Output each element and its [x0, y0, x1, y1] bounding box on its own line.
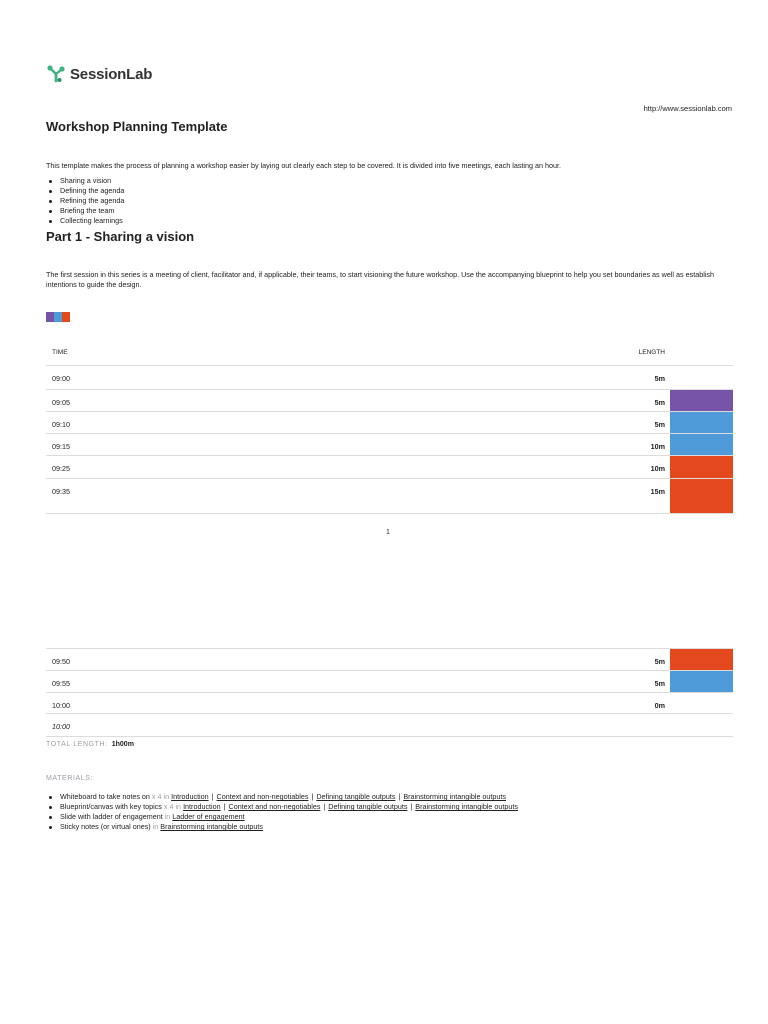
material-block-link[interactable]: Brainstorming intangible outputs	[403, 792, 507, 801]
link-separator: |	[398, 792, 401, 801]
sessionlab-logo[interactable]	[46, 64, 152, 84]
agenda-length: 5m	[654, 679, 665, 688]
list-item: Collecting learnings	[46, 216, 124, 226]
agenda-header-row	[46, 341, 733, 365]
agenda-color-bar	[670, 412, 733, 433]
logo-text: SessionLab	[70, 65, 153, 83]
agenda-table-page-2	[46, 648, 733, 737]
agenda-time: 10:00	[52, 701, 70, 710]
agenda-row[interactable]	[46, 670, 733, 692]
agenda-color-bar	[670, 434, 733, 455]
time-column-header: TIME	[52, 349, 68, 356]
agenda-length: 10m	[650, 442, 665, 451]
part-description: The first session in this series is a meeting of client, facilitator and, if applicable, their teams, to start visioning the future workshop. Use the accompanying blueprint to help you set boundaries as well as establish intentions to guide the design.	[46, 270, 714, 289]
material-block-link[interactable]: Context and non-negotiables	[228, 802, 321, 811]
agenda-time: 09:10	[52, 420, 70, 429]
agenda-end-row	[46, 713, 733, 737]
agenda-length: 5m	[654, 398, 665, 407]
agenda-time: 09:15	[52, 442, 70, 451]
agenda-time: 09:00	[52, 374, 70, 383]
agenda-row[interactable]	[46, 692, 733, 713]
material-block-link[interactable]: Introduction	[171, 792, 209, 801]
material-item	[46, 792, 518, 802]
material-quantity: in	[152, 822, 161, 831]
total-length-label: TOTAL LENGTH:	[46, 741, 108, 748]
list-item: Briefing the team	[46, 206, 124, 216]
material-quantity: x 4 in	[151, 792, 172, 801]
material-block-link[interactable]: Brainstorming intangible outputs	[415, 802, 518, 811]
agenda-length: 5m	[654, 374, 665, 383]
material-block-link[interactable]: Defining tangible outputs	[328, 802, 408, 811]
link-separator: |	[410, 802, 413, 811]
material-name: Blueprint/canvas with key topics	[60, 802, 164, 811]
material-block-link[interactable]: Brainstorming intangible outputs	[160, 822, 263, 831]
agenda-time: 09:55	[52, 679, 70, 688]
materials-label: MATERIALS:	[46, 775, 94, 782]
link-separator: |	[311, 792, 314, 801]
document-title: Workshop Planning Template	[46, 119, 228, 134]
agenda-length: 0m	[654, 701, 665, 710]
length-column-header: LENGTH	[638, 349, 665, 356]
material-name: Whiteboard to take notes on	[60, 792, 152, 801]
agenda-table-page-1	[46, 341, 733, 514]
agenda-row[interactable]	[46, 648, 733, 670]
material-block-link[interactable]: Ladder of engagement	[172, 812, 245, 821]
page-number: 1	[386, 529, 390, 536]
material-item	[46, 822, 518, 832]
agenda-row[interactable]	[46, 365, 733, 389]
agenda-color-bar	[670, 649, 733, 670]
color-swatch-blue	[54, 312, 62, 322]
material-quantity: in	[164, 812, 173, 821]
color-swatch-purple	[46, 312, 54, 322]
agenda-length: 15m	[650, 487, 665, 496]
link-separator: |	[211, 792, 214, 801]
material-item	[46, 802, 518, 812]
agenda-time: 09:50	[52, 657, 70, 666]
material-block-link[interactable]: Defining tangible outputs	[316, 792, 396, 801]
agenda-length: 10m	[650, 464, 665, 473]
site-url-link[interactable]: http://www.sessionlab.com	[643, 104, 732, 113]
agenda-color-bar	[670, 479, 733, 513]
agenda-time: 09:05	[52, 398, 70, 407]
agenda-row[interactable]	[46, 455, 733, 478]
agenda-length: 5m	[654, 657, 665, 666]
list-item: Refining the agenda	[46, 196, 124, 206]
agenda-row[interactable]	[46, 433, 733, 455]
agenda-color-bar	[670, 671, 733, 692]
agenda-time: 09:35	[52, 487, 70, 496]
material-name: Sticky notes (or virtual ones)	[60, 822, 153, 831]
agenda-color-bar	[670, 390, 733, 411]
sessionlab-logo-icon	[46, 64, 66, 84]
material-block-link[interactable]: Introduction	[183, 802, 221, 811]
intro-text: This template makes the process of planning a workshop easier by laying out clearly each step to be covered. It is divided into five meetings, each lasting an hour.	[46, 161, 561, 170]
list-item: Defining the agenda	[46, 186, 124, 196]
link-separator: |	[323, 802, 326, 811]
end-time: 10:00	[52, 722, 70, 731]
material-block-link[interactable]: Context and non-negotiables	[216, 792, 309, 801]
meeting-list	[46, 176, 124, 226]
block-color-strip	[46, 312, 70, 322]
material-item	[46, 812, 518, 822]
color-swatch-orange	[62, 312, 70, 322]
material-name: Slide with ladder of engagement	[60, 812, 165, 821]
agenda-row[interactable]	[46, 478, 733, 514]
agenda-row[interactable]	[46, 411, 733, 433]
agenda-time: 09:25	[52, 464, 70, 473]
list-item: Sharing a vision	[46, 176, 124, 186]
agenda-length: 5m	[654, 420, 665, 429]
link-separator: |	[223, 802, 226, 811]
total-length-value: 1h00m	[111, 741, 134, 748]
agenda-color-bar	[670, 456, 733, 478]
materials-list	[46, 792, 518, 832]
agenda-row[interactable]	[46, 389, 733, 411]
material-quantity: x 4 in	[163, 802, 184, 811]
total-length	[46, 741, 134, 748]
part-title: Part 1 - Sharing a vision	[46, 229, 195, 244]
